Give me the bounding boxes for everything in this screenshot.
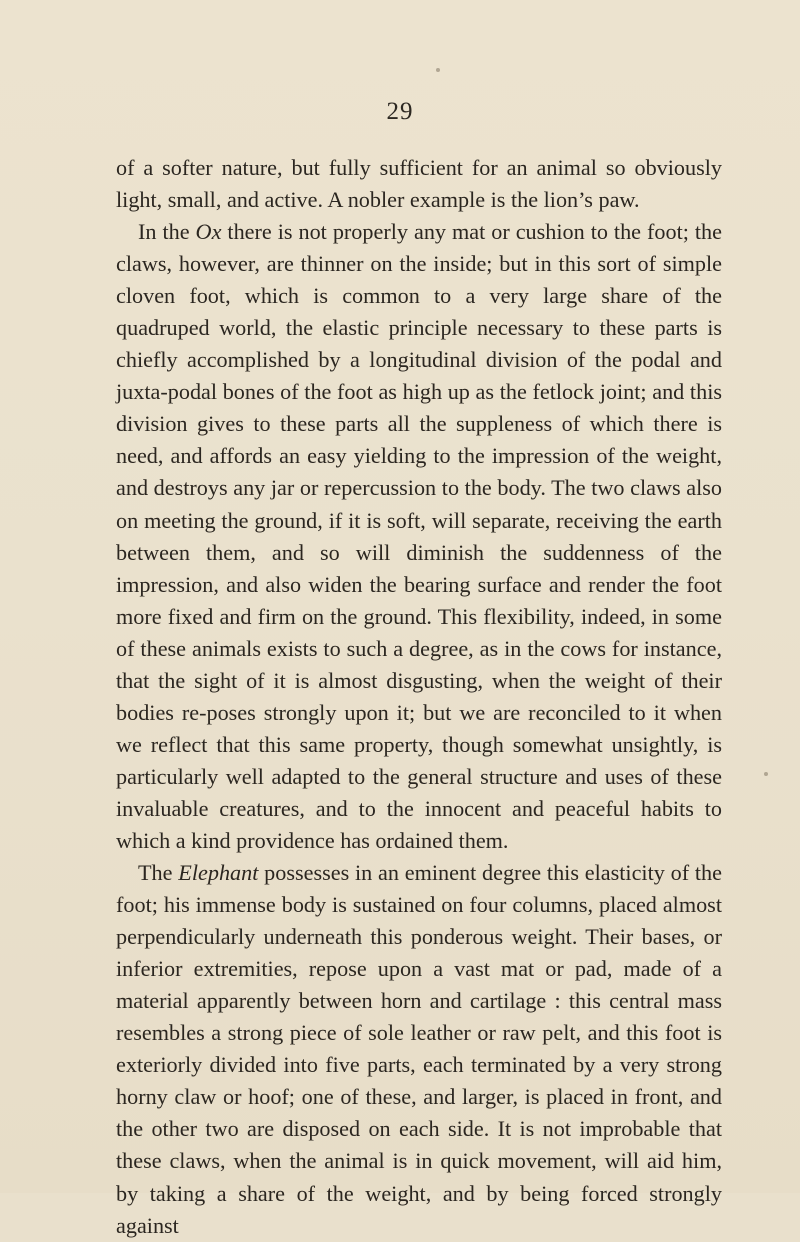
paper-speck [764, 772, 768, 776]
text-run: In the [138, 219, 196, 245]
paragraph [116, 216, 722, 857]
italic-term-elephant: Elephant [178, 860, 259, 886]
paper-speck [436, 68, 440, 72]
text-run: of a softer nature, but fully sufficient for an animal so obviously light, small, and active. A nobler example is the lion’s paw. [116, 155, 722, 213]
italic-term-ox: Ox [195, 219, 222, 245]
paragraph [116, 857, 722, 1242]
page-number: 29 [386, 98, 414, 125]
text-run: there is not properly any mat or cushion to the foot; the claws, however, are thinner on the inside; but in this sort of simple cloven foot, which is common to a very large share of the quadruped world, the elastic principle necessary to these parts is chiefly accomplished by a longitudinal division of the podal and juxta-podal bones of the foot as high up as the fetlock joint; and this division gives to these parts all the suppleness of which there is need, and affords an easy yielding to the impression of the weight, and destroys any jar or repercussion to the body. The two claws also on meeting the ground, if it is soft, will separate, receiving the earth between them, and so will diminish the suddenness of the impression, and also widen the bearing surface and render the foot more fixed and firm on the ground. This flexibility, indeed, in some of these animals exists to such a degree, as in the cows for instance, that the sight of it is almost disgusting, when the weight of their bodies re-poses strongly upon it; but we are reconciled to it when we reflect that this same property, though somewhat unsightly, is particularly well adapted to the general structure and uses of these invaluable creatures, and to the innocent and peaceful habits to which a kind providence has ordained them. [116, 219, 722, 853]
paragraph [116, 152, 722, 216]
body-text [116, 152, 722, 1242]
text-run: possesses in an eminent degree this elasticity of the foot; his immense body is sustained on four columns, placed almost perpendicularly underneath this ponderous weight. Their bases, or inferior extremities, repose upon a vast mat or pad, made of a material apparently between horn and cartilage : this central mass resembles a strong piece of sole leather or raw pelt, and this foot is exteriorly divided into five parts, each terminated by a very strong horny claw or hoof; one of these, and larger, is placed in front, and the other two are disposed on each side. It is not improbable that these claws, when the animal is in quick movement, will aid him, by taking a share of the weight, and by being forced strongly against [116, 860, 722, 1238]
text-run: The [138, 860, 179, 886]
